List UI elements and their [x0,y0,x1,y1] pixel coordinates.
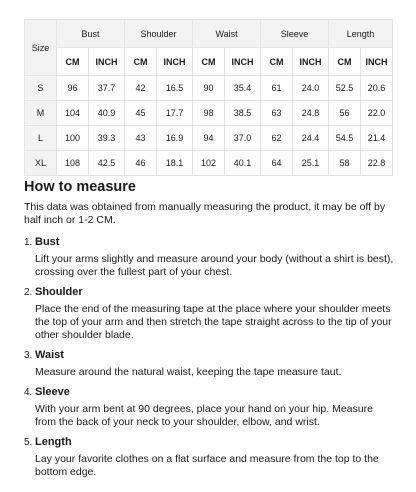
table-cell: 54.5 [329,126,361,151]
group-header-length: Length [329,20,393,48]
group-header-shoulder: Shoulder [125,20,193,48]
table-row [25,151,393,176]
table-cell: 22.0 [361,101,393,126]
step-title: Shoulder [35,286,83,298]
table-cell: 24.8 [293,101,329,126]
step-title: Sleeve [35,386,70,398]
table-cell: 46 [125,151,157,176]
table-cell: 42 [125,76,157,101]
table-group-header-row [25,20,393,48]
unit-header-inch: INCH [157,48,193,76]
table-cell: 90 [193,76,225,101]
table-cell: 63 [261,101,293,126]
table-cell: 100 [57,126,89,151]
unit-header-inch: INCH [293,48,329,76]
table-cell: 52.5 [329,76,361,101]
step-length [24,435,396,479]
unit-header-inch: INCH [89,48,125,76]
section-heading: How to measure [24,179,136,195]
size-cell: L [25,126,57,151]
size-cell: M [25,101,57,126]
table-cell: 38.5 [225,101,261,126]
table-row [25,126,393,151]
unit-header-cm: CM [193,48,225,76]
table-cell: 62 [261,126,293,151]
group-header-waist: Waist [193,20,261,48]
unit-header-cm: CM [125,48,157,76]
group-header-sleeve: Sleeve [261,20,329,48]
step-waist [24,348,396,379]
table-cell: 25.1 [293,151,329,176]
table-cell: 94 [193,126,225,151]
table-cell: 45 [125,101,157,126]
measurement-steps [24,235,396,479]
table-cell: 18.1 [157,151,193,176]
table-cell: 40.1 [225,151,261,176]
step-number: 4. [24,387,33,398]
unit-header-cm: CM [57,48,89,76]
step-description: Place the end of the measuring tape at the place where your shoulder meets the top of your arm and then stretch the tape straight across to the tip of your other shoulder blade. [35,303,392,341]
table-cell: 16.5 [157,76,193,101]
table-cell: 16.9 [157,126,193,151]
step-title: Waist [35,349,64,361]
unit-header-cm: CM [261,48,293,76]
table-cell: 37.0 [225,126,261,151]
size-column-header: Size [25,20,57,76]
table-cell: 104 [57,101,89,126]
group-header-bust: Bust [57,20,125,48]
step-description: Measure around the natural waist, keeping the tape measure taut. [35,366,342,378]
table-cell: 24.4 [293,126,329,151]
table-cell: 102 [193,151,225,176]
step-bust [24,235,396,279]
table-cell: 56 [329,101,361,126]
table-cell: 108 [57,151,89,176]
step-sleeve [24,385,396,429]
step-title: Bust [35,236,60,248]
table-cell: 24.0 [293,76,329,101]
step-description: With your arm bent at 90 degrees, place your hand on your hip. Measure from the back of your neck to your shoulder, elbow, and wrist. [35,403,373,428]
step-shoulder [24,285,396,342]
size-table [24,19,393,176]
step-number: 2. [24,287,33,298]
table-cell: 39.3 [89,126,125,151]
table-cell: 58 [329,151,361,176]
step-description: Lay your favorite clothes on a flat surface and measure from the top to the bottom edge. [35,453,379,478]
table-cell: 37.7 [89,76,125,101]
unit-header-inch: INCH [225,48,261,76]
step-number: 1. [24,237,33,248]
unit-header-inch: INCH [361,48,393,76]
table-cell: 64 [261,151,293,176]
table-row [25,76,393,101]
size-cell: S [25,76,57,101]
table-unit-header-row [25,48,393,76]
table-cell: 17.7 [157,101,193,126]
intro-text: This data was obtained from manually measuring the product, it may be off by half inch or 1-2 CM. [24,201,386,226]
table-cell: 61 [261,76,293,101]
table-cell: 98 [193,101,225,126]
table-cell: 43 [125,126,157,151]
table-cell: 40.9 [89,101,125,126]
table-cell: 96 [57,76,89,101]
unit-header-cm: CM [329,48,361,76]
table-cell: 21.4 [361,126,393,151]
table-row [25,101,393,126]
step-number: 3. [24,350,33,361]
how-to-measure-section [24,178,396,485]
table-cell: 35.4 [225,76,261,101]
table-cell: 22.8 [361,151,393,176]
step-number: 5. [24,437,33,448]
step-description: Lift your arms slightly and measure around your body (without a shirt is best), crossing over the fullest part of your chest. [35,253,394,278]
table-cell: 42.5 [89,151,125,176]
table-cell: 20.6 [361,76,393,101]
step-title: Length [35,436,72,448]
size-cell: XL [25,151,57,176]
